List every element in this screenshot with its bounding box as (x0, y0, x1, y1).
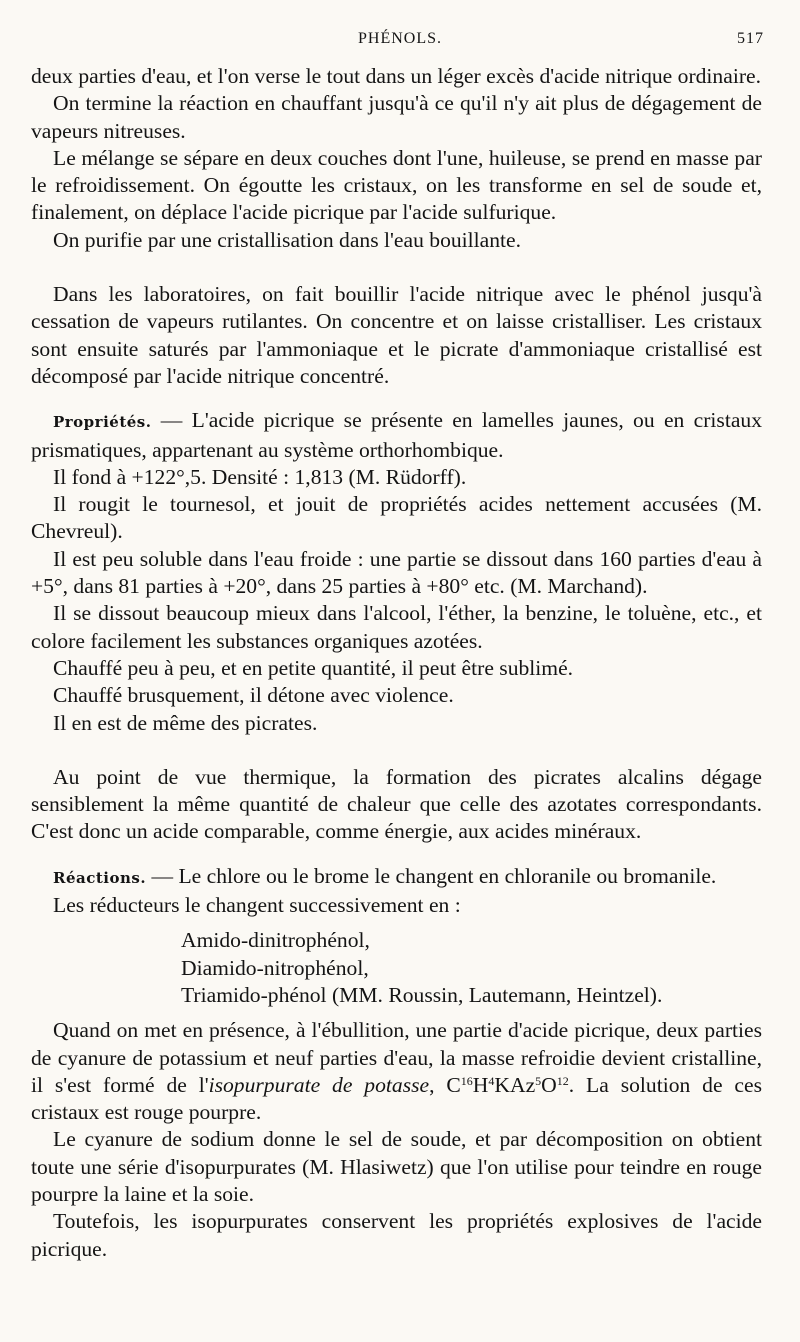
formula-element: O (541, 1072, 557, 1097)
paragraph-purification: On purifie par une cristallisation dans l'eau bouillante. (53, 227, 522, 252)
section-heading-reactions: Réactions. (53, 868, 147, 887)
paragraph-alcohol: Il se dissout beaucoup mieux dans l'alcool, l'éther, la benzine, le toluène, etc., et colore facilement les substances organiques azotées. (31, 601, 762, 653)
formula-element: KAz (494, 1072, 536, 1097)
list-item: Diamido-nitrophénol, (181, 955, 369, 980)
reactions-intro: — Le chlore ou le brome le changent en chloranile ou bromanile. (146, 863, 717, 888)
formula-element: H (472, 1072, 489, 1097)
section-properties (31, 407, 762, 464)
list-item: Amido-dinitrophénol, (181, 928, 370, 953)
paragraph-thermal: Au point de vue thermique, la formation des picrates alcalins dégage sensiblement la même quantité de chaleur que celle des azotates correspondants. C'est donc un acide comparable, comme énergie, aux acides minéraux. (31, 764, 762, 844)
cyanide-text: . La solution de ces cristaux est rouge pourpre. (31, 1072, 762, 1125)
formula-subscript: 16 (460, 1073, 473, 1088)
paragraph-cyanide (31, 1017, 762, 1126)
running-header (0, 30, 800, 54)
paragraph-separation: Le mélange se sépare en deux couches dont l'une, huileuse, se prend en masse par le refroidissement. On égoutte les cristaux, on les transforme en sel de soude et, finalement, on déplace l'acide picrique par l'acide sulfurique. (31, 145, 762, 225)
formula-subscript: 5 (535, 1073, 542, 1088)
paragraph-melting-point: Il fond à +122°,5. Densité : 1,813 (M. Rüdorff). (53, 464, 467, 489)
cyanide-text: Quand on met en présence, à l'ébullition, une partie d'acide picrique, deux parties de cyanure de potassium et neuf parties d'eau, la masse refroidie devient cristalline, il s'est formé de l' (31, 1018, 762, 1097)
paragraph-reducers: Les réducteurs le changent successivement en : (53, 893, 461, 918)
section-heading-properties: Propriétés. (53, 413, 152, 432)
paragraph-detonation: Chauffé brusquement, il détone avec violence. (53, 683, 454, 708)
paragraph-solubility: Il est peu soluble dans l'eau froide : une partie se dissout dans 160 parties d'eau à +5°, dans 81 parties à +20°, dans 25 parties à +80° etc. (M. Marchand). (31, 546, 762, 599)
paragraph-continuation: deux parties d'eau, et l'on verse le tout dans un léger excès d'acide nitrique ordinaire. (31, 64, 761, 88)
paragraph-sodium: Le cyanure de sodium donne le sel de soude, et par décomposition on obtient toute une série d'isopurpurates (M. Hlasiwetz) que l'on utilise pour teindre en rouge pourpre la laine et la soie. (31, 1127, 762, 1206)
cyanide-text: , C (429, 1072, 461, 1097)
paragraph-reaction-end: On termine la réaction en chauffant jusqu'à ce qu'il n'y ait plus de dégagement de vapeurs nitreuses. (31, 91, 762, 143)
properties-intro: — L'acide picrique se présente en lamelles jaunes, ou en cristaux prismatiques, appartenant au système orthorhombique. (31, 408, 762, 462)
paragraph-laboratory: Dans les laboratoires, on fait bouillir l'acide nitrique avec le phénol jusqu'à cessation de vapeurs rutilantes. On concentre et on laisse cristalliser. Les cristaux sont ensuite saturés par l'ammoniaque et le picrate d'ammoniaque cristallisé est décomposé par l'acide nitrique concentré. (31, 282, 762, 388)
paragraph-sublimation: Chauffé peu à peu, et en petite quantité, il peut être sublimé. (53, 655, 574, 680)
running-title: PHÉNOLS. (357, 30, 442, 47)
paragraph-picrates: Il en est de même des picrates. (53, 710, 318, 735)
paragraph-explosive: Toutefois, les isopurpurates conservent les propriétés explosives de l'acide picrique. (31, 1209, 762, 1261)
isopurpurate-term: isopurpurate de potasse (208, 1072, 430, 1097)
formula-subscript: 4 (488, 1073, 495, 1088)
section-reactions (31, 863, 762, 892)
formula-subscript: 12 (556, 1073, 569, 1088)
paragraph-litmus: Il rougit le tournesol, et jouit de propriétés acides nettement accusées (M. Chevreul). (31, 492, 762, 544)
list-item: Triamido-phénol (MM. Roussin, Lautemann, Heintzel). (181, 982, 663, 1007)
page-body (31, 63, 762, 1263)
reduction-products-list (31, 927, 762, 1009)
page-number: 517 (737, 30, 764, 47)
